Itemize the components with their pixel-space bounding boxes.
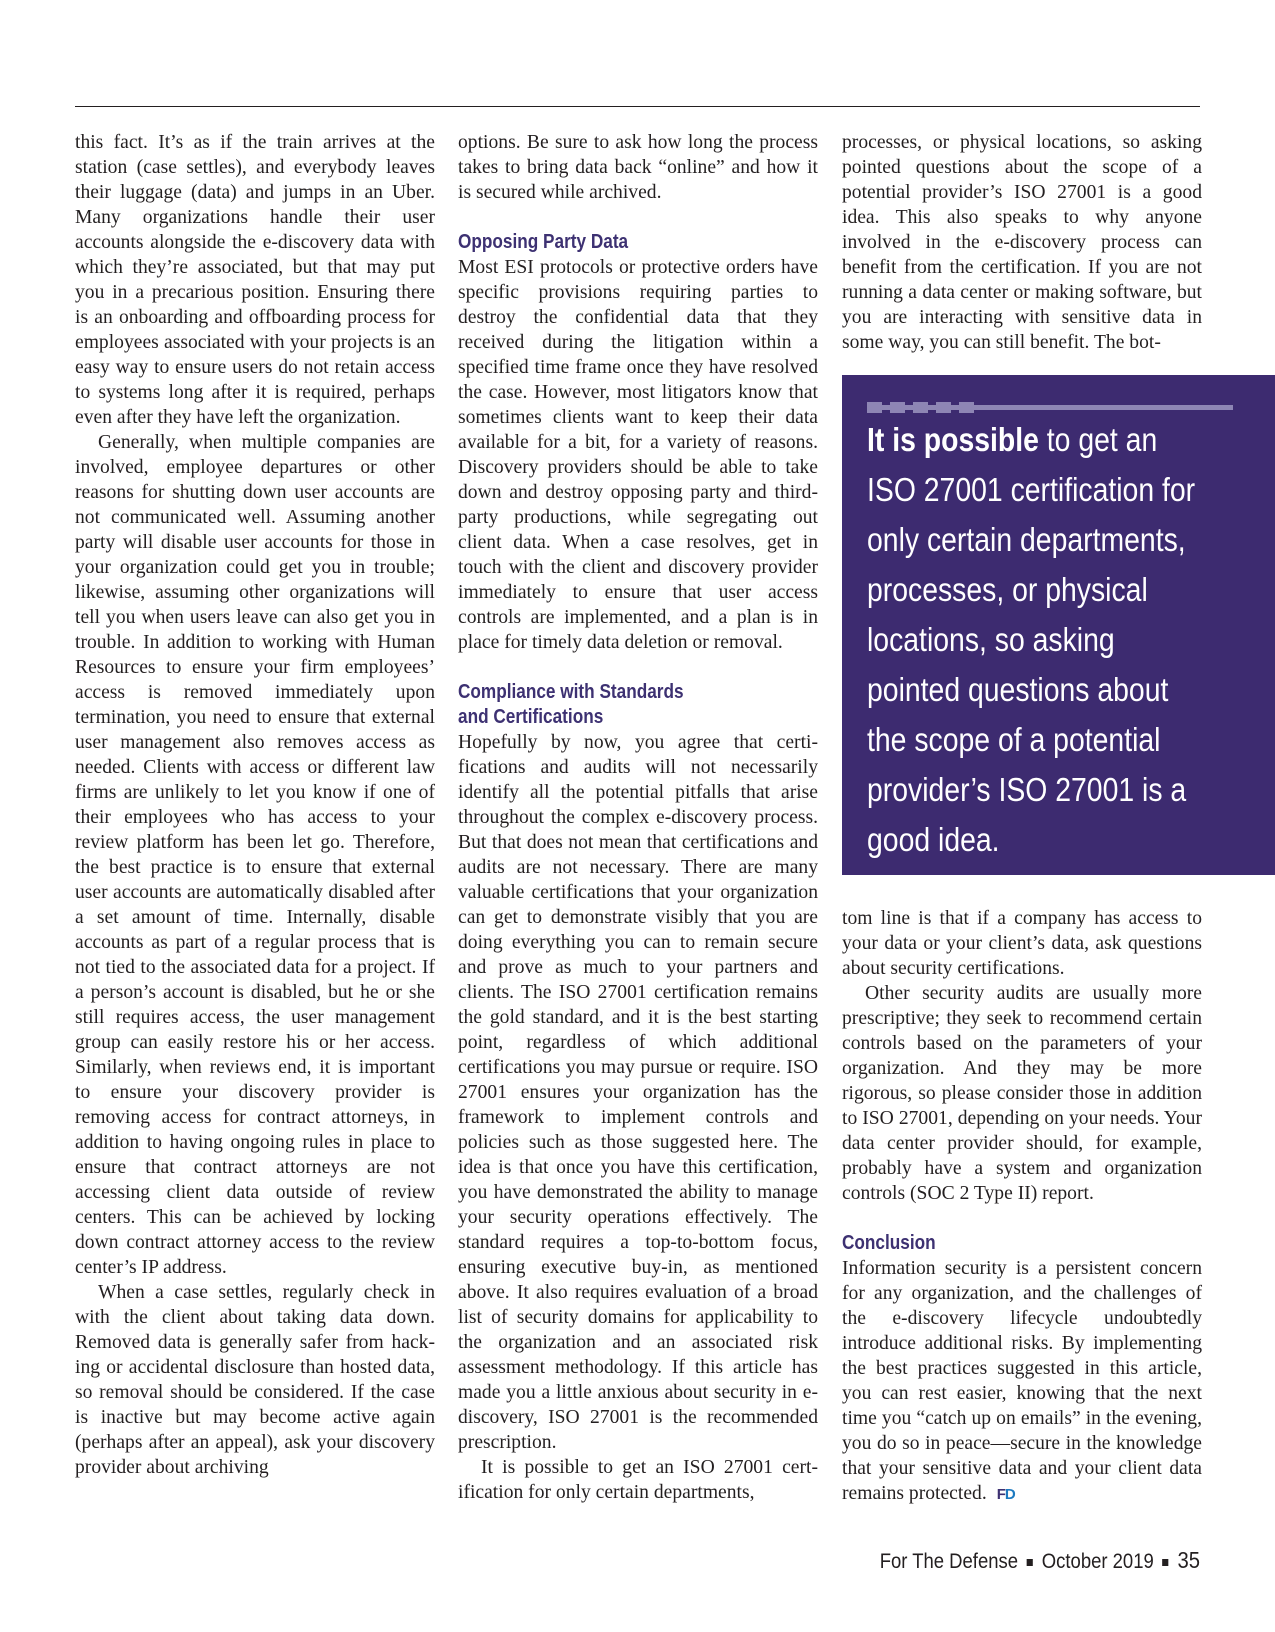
section-heading-compliance-line-1: Compliance with Standards	[458, 681, 684, 703]
body-paragraph: options. Be sure to ask how long the process takes to bring data back “online” and how it is secured while archived.	[458, 132, 818, 203]
column-2	[458, 130, 818, 1505]
page-footer	[880, 1547, 1200, 1574]
footer-separator	[1163, 1559, 1169, 1566]
body-paragraph: processes, or physical locations, so asking pointed questions about the scope of a potential provider’s ISO 27001 is a good idea. This also speaks to why anyone involved in the e-discovery process can benefit from the certification. If you are not running a data center or making software, but you are interacting with sensitive data in some way, you can still benefit. The bot-	[842, 132, 1202, 353]
body-paragraph: Generally, when multiple companies are involved, employee departures or other reasons for shutting down user accounts are not communicated well. Assuming another party will disable user accounts for those in your organization could get you in trouble; likewise, assuming other organizations will tell you when users leave can also get you in trouble. In addition to working with Human Resources to ensure your firm employees’ access is removed immediately upon termination, you need to ensure that external user management also removes access as needed. Clients with access or different law firms are unlikely to let you know if one of their employees who has access to your review platform has been let go. Therefore, the best practice is to ensure that external user accounts are automatically disabled after a set amount of time. Internally, disable accounts as part of a regular process that is not tied to the associated data for a project. If a person’s account is disabled, but he or she still requires access, the user management group can easily restore his or her access. Similarly, when reviews end, it is important to ensure your discovery provider is removing access for contract attorneys, in addition to having ongoing rules in place to ensure that contract attorneys are not accessing client data outside of review centers. This can be achieved by locking down contract attorney access to the review center’s IP address.	[75, 432, 435, 1278]
body-paragraph: Hopefully by now, you agree that certifications and audits will not necessarily identify all the potential pitfalls that arise throughout the complex e-discovery process. But that does not mean that certifications and audits are not necessary. There are many valuable certifications that your organization can get to demonstrate visibly that you are doing everything you can to remain secure and prove as much to your partners and clients. The ISO 27001 certification remains the gold standard, and it is the best starting point, regardless of which additional certifications you may pursue or require. ISO 27001 ensures your organization has the framework to implement controls and policies such as those suggested here. The idea is that once you have this certification, you have demonstrated the ability to manage your security operations effectively. The standard requires a top-to-bottom focus, ensuring executive buy-in, as mentioned above. It also requires evaluation of a broad list of security domains for applicability to the organization and an associated risk assessment methodology. If this article has made you a little anxious about security in e-discovery, ISO 27001 is the recommended prescription.	[458, 732, 818, 1453]
body-paragraph: Most ESI protocols or protective orders have specific provisions requiring parties to destroy the confidential data that they received during the litigation within a specified time frame once they have resolved the case. However, most litigators know that sometimes clients want to keep their data available for a bit, for a variety of reasons. Discovery providers should be able to take down and destroy opposing party and third-party productions, while segregating out client data. When a case resolves, get in touch with the client and discovery provider immediately to ensure that user access controls are implemented, and a plan is in place for timely data deletion or removal.	[458, 257, 818, 653]
pull-quote-rest: to get an ISO 27001 certification for only certain departments, processes, or physical locations, so asking pointed questions about the scope of a potential provider’s ISO 27001 is a good idea.	[867, 421, 1196, 858]
section-heading-conclusion: Conclusion	[842, 1232, 936, 1254]
body-paragraph: It is possible to get an ISO 27001 certification for only certain departments,	[458, 1457, 818, 1503]
fd-end-mark-icon: FD	[996, 1486, 1015, 1503]
pull-quote-bold: It is possible	[867, 421, 1039, 458]
footer-separator	[1027, 1559, 1033, 1566]
column-3-top	[842, 130, 1202, 355]
body-paragraph	[842, 1256, 1202, 1507]
pull-quote-text	[867, 415, 1211, 865]
conclusion-text: Information security is a persistent concern for any organization, and the challenges of the e-discovery lifecycle undoubtedly introduce additional risks. By implementing the best practices suggested in this article, you can rest easier, knowing that the next time you “catch up on emails” in the evening, you do so in peace—secure in the knowledge that your sensitive data and your client data remains protected.	[842, 1258, 1202, 1504]
column-1	[75, 130, 435, 1480]
body-paragraph: When a case settles, regularly check in with the client about taking data down. Removed data is generally safer from hacking or accidental disclosure than hosted data, so removal should be considered. If the case is inactive but may become active again (perhaps after an appeal), ask your discovery provider about archiving	[75, 1282, 435, 1478]
pull-quote-box	[842, 375, 1275, 875]
top-rule	[75, 106, 1200, 107]
body-paragraph: Other security audits are usually more prescriptive; they seek to recommend certain controls based on the parameters of your organization. And they may be more rigorous, so please consider those in addition to ISO 27001, depending on your needs. Your data center provider should, for example, probably have a system and organization controls (SOC 2 Type II) report.	[842, 983, 1202, 1204]
section-heading-compliance-line-2: and Certifications	[458, 706, 604, 728]
footer-publication: For The Defense	[879, 1550, 1018, 1573]
section-heading-opposing-party-data: Opposing Party Data	[458, 231, 629, 253]
body-paragraph: this fact. It’s as if the train arrives at the station (case settles), and everybody leaves their luggage (data) and jumps in an Uber. Many organizations handle their user accounts alongside the e-discovery data with which they’re associated, but that may put you in a precarious position. Ensuring there is an onboarding and offboarding process for employees associated with your projects is an easy way to ensure users do not retain access to systems long after it is required, perhaps even after they have left the organization.	[75, 132, 435, 428]
footer-date: October 2019	[1041, 1550, 1154, 1573]
page-number: 35	[1177, 1547, 1200, 1573]
body-paragraph: tom line is that if a company has access to your data or your client’s data, ask questions about security certifications.	[842, 908, 1202, 979]
pull-quote-squares	[867, 402, 982, 413]
column-3-bottom	[842, 906, 1202, 1507]
